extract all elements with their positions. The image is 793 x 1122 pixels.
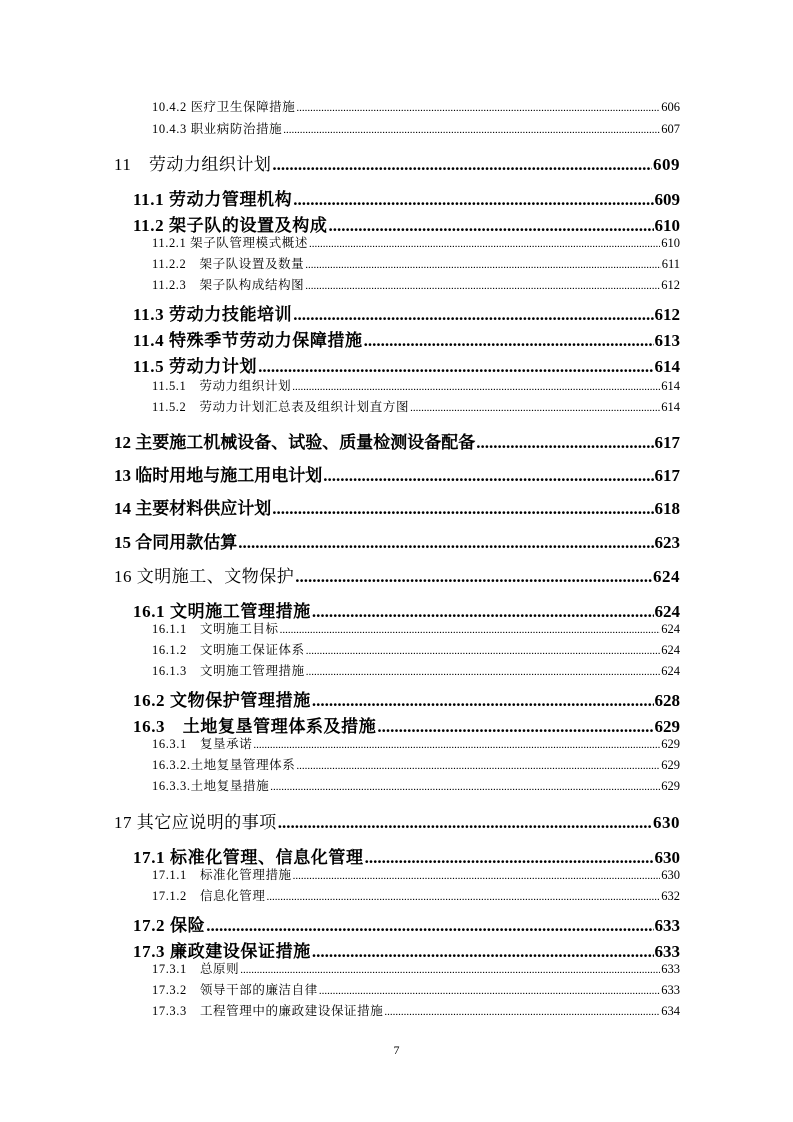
toc-entry[interactable] (152, 275, 680, 293)
toc-entry-page: 629 (661, 758, 680, 772)
toc-entry[interactable] (114, 528, 680, 553)
toc-entry-title: 16.3.3.土地复垦措施 (152, 779, 270, 793)
toc-entry-page: 633 (661, 983, 680, 997)
toc-leader-dots (306, 666, 660, 678)
toc-entry-page: 624 (653, 567, 680, 586)
toc-entry-title: 16.1.3 文明施工管理措施 (152, 664, 305, 678)
toc-entry[interactable] (152, 397, 680, 415)
toc-entry-title: 16.3.1 复垦承诺 (152, 737, 253, 751)
toc-entry-page: 629 (661, 779, 680, 793)
toc-entry-title: 10.4.2 医疗卫生保障措施 (152, 100, 296, 114)
toc-entry-title: 16.1.2 文明施工保证体系 (152, 643, 305, 657)
toc-leader-dots (309, 238, 660, 250)
toc-leader-dots (266, 891, 660, 903)
page-number: 7 (393, 1043, 400, 1057)
toc-entry-page: 607 (661, 122, 680, 136)
toc-entry-page: 618 (654, 499, 680, 518)
toc-entry-title: 12 主要施工机械设备、试验、质量检测设备配备 (114, 433, 476, 452)
toc-entry-page: 617 (654, 433, 680, 452)
toc-entry-page: 606 (661, 100, 680, 114)
toc-entry[interactable] (152, 734, 680, 752)
toc-leader-dots (312, 691, 654, 711)
toc-entry-title: 17.3.3 工程管理中的廉政建设保证措施 (152, 1004, 384, 1018)
toc-entry[interactable] (152, 886, 680, 904)
toc-leader-dots (410, 402, 660, 414)
toc-entry[interactable] (133, 686, 680, 711)
toc-entry[interactable] (114, 494, 680, 519)
toc-entry-page: 611 (661, 257, 680, 271)
toc-entry-page: 614 (654, 357, 680, 376)
toc-entry-title: 17.1 标准化管理、信息化管理 (133, 848, 364, 867)
toc-entry[interactable] (152, 980, 680, 998)
toc-entry-title: 17 其它应说明的事项 (114, 813, 277, 832)
toc-entry[interactable] (114, 808, 680, 833)
toc-entry-title: 16 文明施工、文物保护 (114, 567, 295, 586)
toc-leader-dots (305, 259, 660, 271)
toc-entry-title: 11.2.2 架子队设置及数量 (152, 257, 305, 271)
toc-leader-dots (253, 739, 660, 751)
toc-entry-title: 11.4 特殊季节劳动力保障措施 (133, 331, 363, 350)
toc-entry-title: 16.3 土地复垦管理体系及措施 (133, 717, 377, 736)
toc-entry-title: 17.3.2 领导干部的廉洁自律 (152, 983, 318, 997)
toc-entry-title: 11 劳动力组织计划 (114, 155, 272, 174)
toc-leader-dots (323, 466, 653, 486)
toc-leader-dots (296, 760, 660, 772)
toc-entry[interactable] (133, 352, 680, 377)
toc-entry[interactable] (133, 911, 680, 936)
toc-leader-dots (293, 190, 653, 210)
toc-entry-title: 11.2 架子队的设置及构成 (133, 216, 328, 235)
toc-leader-dots (293, 870, 661, 882)
toc-entry[interactable] (152, 233, 680, 251)
toc-leader-dots (240, 964, 660, 976)
toc-entry[interactable] (152, 619, 680, 637)
toc-entry-title: 11.5 劳动力计划 (133, 357, 258, 376)
toc-entry-title: 11.2.3 架子队构成结构图 (152, 278, 305, 292)
toc-entry-page: 629 (654, 717, 680, 736)
toc-leader-dots (206, 916, 653, 936)
toc-entry[interactable] (152, 376, 680, 394)
toc-entry-page: 633 (661, 962, 680, 976)
toc-entry-title: 17.3.1 总原则 (152, 962, 240, 976)
toc-entry[interactable] (133, 326, 680, 351)
toc-entry-title: 11.5.1 劳动力组织计划 (152, 379, 292, 393)
toc-entry-page: 624 (661, 622, 680, 636)
toc-entry-title: 16.3.2.土地复垦管理体系 (152, 758, 296, 772)
toc-entry[interactable] (152, 755, 680, 773)
toc-entry-title: 10.4.3 职业病防治措施 (152, 122, 283, 136)
toc-entry-page: 614 (661, 400, 680, 414)
toc-entry-title: 11.5.2 劳动力计划汇总表及组织计划直方图 (152, 400, 410, 414)
toc-entry-page: 629 (661, 737, 680, 751)
toc-entry-page: 612 (654, 305, 680, 324)
toc-leader-dots (292, 381, 660, 393)
toc-entry-page: 624 (661, 664, 680, 678)
toc-entry-page: 612 (661, 278, 680, 292)
toc-entry[interactable] (114, 562, 680, 587)
toc-entry-title: 11.1 劳动力管理机构 (133, 190, 293, 209)
toc-entry-page: 630 (661, 868, 680, 882)
toc-entry-title: 17.1.2 信息化管理 (152, 889, 266, 903)
toc-entry-page: 610 (661, 236, 680, 250)
toc-leader-dots (272, 155, 652, 175)
toc-entry-title: 11.3 劳动力技能培训 (133, 305, 293, 324)
toc-entry[interactable] (152, 776, 680, 794)
toc-leader-dots (293, 305, 653, 325)
toc-leader-dots (283, 124, 660, 136)
toc-entry-page: 613 (654, 331, 680, 350)
toc-leader-dots (319, 985, 660, 997)
toc-entry-page: 623 (654, 533, 680, 552)
toc-leader-dots (296, 102, 660, 114)
toc-entry[interactable] (114, 461, 680, 486)
toc-leader-dots (270, 781, 660, 793)
toc-entry-page: 630 (654, 848, 680, 867)
toc-entry[interactable] (152, 959, 680, 977)
toc-leader-dots (258, 357, 653, 377)
toc-entry-page: 630 (653, 813, 680, 832)
toc-entry-title: 16.2 文物保护管理措施 (133, 691, 311, 710)
toc-entry-title: 14 主要材料供应计划 (114, 499, 272, 518)
toc-entry[interactable] (133, 185, 680, 210)
toc-entry-page: 632 (661, 889, 680, 903)
toc-entry-title: 17.3 廉政建设保证措施 (133, 942, 311, 961)
toc-entry-page: 614 (661, 379, 680, 393)
toc-entry[interactable] (152, 661, 680, 679)
toc-entry-page: 628 (654, 691, 680, 710)
toc-entry[interactable] (152, 865, 680, 883)
toc-entry-page: 633 (654, 942, 680, 961)
toc-entry[interactable] (152, 254, 680, 272)
toc-entry-page: 634 (661, 1004, 680, 1018)
toc-entry-page: 610 (654, 216, 680, 235)
toc-leader-dots (278, 813, 652, 833)
toc-entry-title: 16.1 文明施工管理措施 (133, 602, 311, 621)
toc-entry-page: 609 (654, 190, 680, 209)
toc-leader-dots (364, 331, 654, 351)
toc-entry-page: 609 (653, 155, 680, 174)
toc-entry-title: 15 合同用款估算 (114, 533, 238, 552)
toc-entry[interactable] (114, 150, 680, 175)
toc-entry-title: 17.2 保险 (133, 916, 206, 935)
toc-entry[interactable] (152, 1001, 680, 1019)
toc-entry-title: 16.1.1 文明施工目标 (152, 622, 279, 636)
toc-entry-title: 17.1.1 标准化管理措施 (152, 868, 292, 882)
toc-leader-dots (272, 499, 653, 519)
toc-entry-page: 617 (654, 466, 680, 485)
toc-entry-page: 624 (661, 643, 680, 657)
toc-leader-dots (384, 1006, 660, 1018)
toc-entry-page: 624 (654, 602, 680, 621)
toc-leader-dots (305, 280, 660, 292)
toc-leader-dots (306, 645, 660, 657)
toc-entry-title: 11.2.1 架子队管理模式概述 (152, 236, 309, 250)
toc-leader-dots (295, 567, 652, 587)
toc-entry-title: 13 临时用地与施工用电计划 (114, 466, 323, 485)
toc-entry[interactable] (133, 300, 680, 325)
toc-entry-page: 633 (654, 916, 680, 935)
toc-leader-dots (280, 624, 661, 636)
toc-entry[interactable] (152, 640, 680, 658)
toc-entry[interactable] (114, 428, 680, 453)
toc-leader-dots (476, 433, 653, 453)
toc-entry[interactable] (152, 119, 680, 137)
toc-entry[interactable] (152, 97, 680, 115)
toc-leader-dots (238, 533, 653, 553)
